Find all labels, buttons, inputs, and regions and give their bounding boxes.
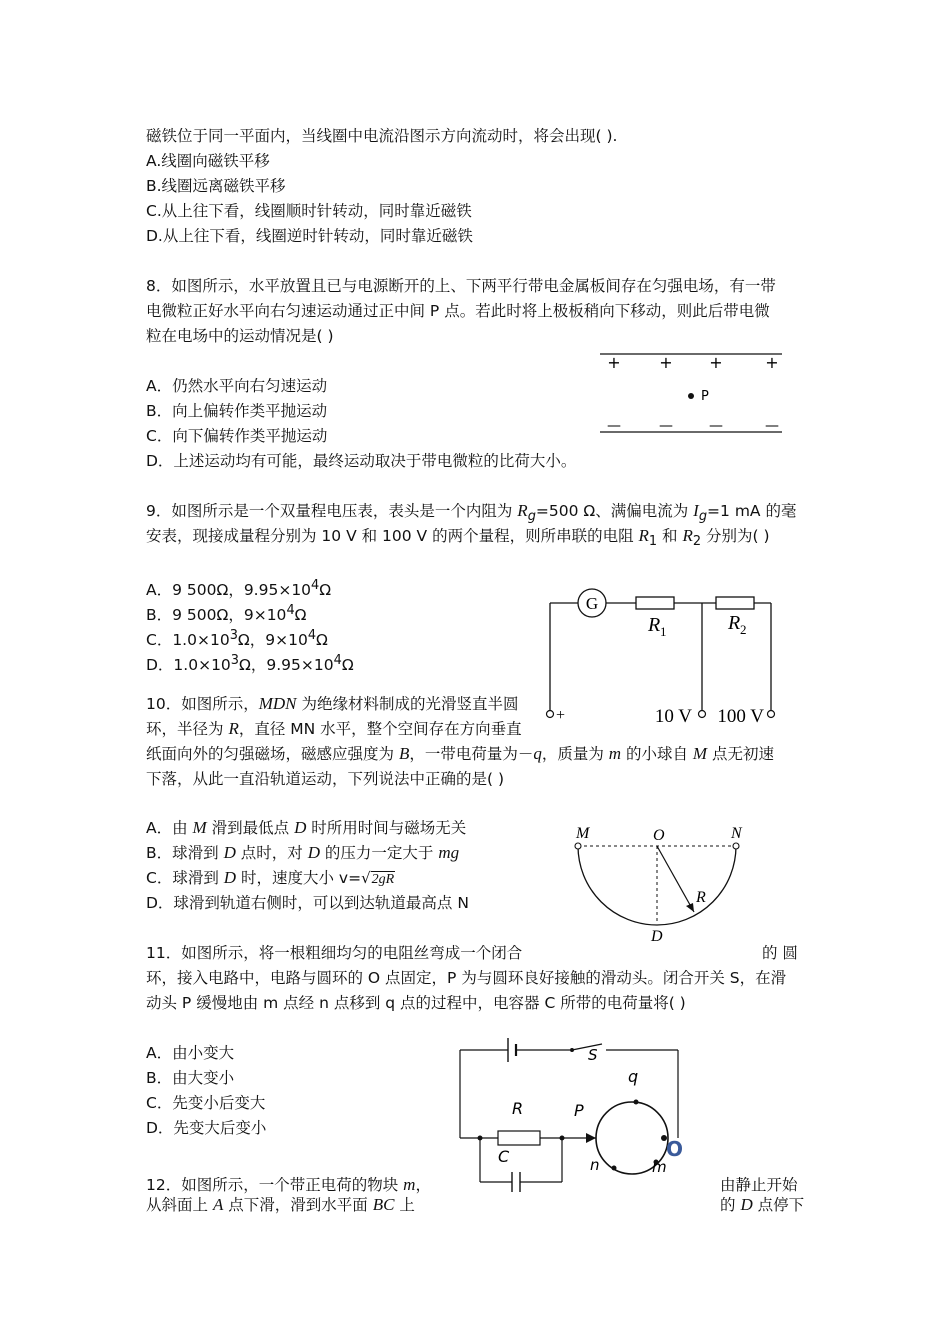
plus-sign: + (709, 353, 723, 372)
svg-text:R: R (648, 614, 661, 636)
svg-text:R: R (728, 612, 741, 634)
minus-sign: — (709, 418, 723, 434)
q7-option-b: B.线圈远离磁铁平移 (146, 177, 286, 195)
resistor-r (498, 1131, 540, 1145)
svg-text:O: O (666, 1137, 684, 1161)
q11-option-a: A．由小变大 (146, 1044, 235, 1062)
q9-option-a: A．9 500Ω，$9.95\times 10^4\Omega$ (146, 578, 332, 600)
minus-sign: — (765, 418, 779, 434)
plus-sign: + (765, 353, 779, 372)
q12-stem-line2b: 的 D 点停下 (720, 1195, 805, 1214)
q12-stem-line2a: 从斜面上 A 点下滑，滑到水平面 BC 上 (146, 1195, 415, 1214)
point-p-label: P (701, 389, 709, 404)
q11-circuit-figure (452, 1032, 692, 1198)
svg-text:M: M (576, 825, 590, 842)
q9-option-c: C．$1.0\times 10^3\Omega$，$9\times 10^4\Omega$ (146, 628, 328, 650)
svg-text:D: D (651, 928, 663, 945)
svg-text:n: n (590, 1156, 600, 1174)
q12-stem-line1a: 12．如图所示，一个带正电荷的物块 m， (146, 1175, 431, 1194)
svg-text:G: G (585, 594, 599, 613)
svg-text:m: m (652, 1158, 667, 1176)
q11-stem-line2: 环，接入电路中，电路与圆环的 O 点固定，P 为与圆环良好接触的滑动头。闭合开关 S，在滑 (146, 969, 787, 987)
point-p-dot (688, 393, 694, 399)
q11-option-d: D．先变大后变小 (146, 1119, 267, 1137)
q12-stem-line1b: 由静止开始 (720, 1176, 798, 1194)
minus-sign: — (607, 418, 621, 434)
q8-option-a: A．仍然水平向右匀速运动 (146, 377, 328, 395)
q11-option-c: C．先变小后变大 (146, 1094, 266, 1112)
q7-option-c: C.从上往下看，线圈顺时针转动，同时靠近磁铁 (146, 202, 472, 220)
svg-text:N: N (731, 825, 742, 842)
q10-stem-line3: 纸面向外的匀强磁场，磁感应强度为 B，一带电荷量为－q，质量为 m 的小球自 M 点无初速 (146, 744, 775, 763)
svg-text:R: R (696, 889, 706, 906)
q7-option-d: D.从上往下看，线圈逆时针转动，同时靠近磁铁 (146, 227, 473, 245)
q8-option-b: B．向上偏转作类平抛运动 (146, 402, 328, 420)
q9-stem-line2: 安表，现接成量程分别为 10 V 和 100 V 的两个量程，则所串联的电阻 $R_1$ 和 $R_2$ 分别为( ) (146, 526, 770, 550)
resistor-r1 (636, 597, 674, 609)
resistor-r2 (716, 597, 754, 609)
q9-stem-line1: 9．如图所示是一个双量程电压表，表头是一个内阻为 $R_g=500$ Ω、满偏电流为 $I_g=1$ mA 的毫 (146, 501, 797, 525)
q10-option-d: D．球滑到轨道右侧时，可以到达轨道最高点 N (146, 894, 469, 912)
q10-stem-line1: 10．如图所示，MDN 为绝缘材料制成的光滑竖直半圆 (146, 694, 519, 713)
q10-option-a: A．由 M 滑到最低点 D 时所用时间与磁场无关 (146, 818, 467, 837)
minus-sign: — (659, 418, 673, 434)
q8-stem-line1: 8．如图所示，水平放置且已与电源断开的上、下两平行带电金属板间存在匀强电场，有一带 (146, 277, 776, 295)
q9-voltmeter-circuit (542, 586, 782, 728)
svg-text:P: P (574, 1101, 584, 1120)
svg-text:C: C (498, 1147, 510, 1166)
plus-sign: + (607, 353, 621, 372)
q9-option-b: B．9 500Ω，$9\times 10^4\Omega$ (146, 603, 307, 625)
svg-text:1: 1 (660, 624, 667, 639)
q10-stem-line4: 下落，从此一直沿轨道运动，下列说法中正确的是( ) (146, 770, 505, 788)
svg-text:100 V: 100 V (717, 706, 764, 727)
q8-option-d: D．上述运动均有可能，最终运动取决于带电微粒的比荷大小。 (146, 452, 577, 470)
svg-text:+: + (556, 707, 566, 724)
q7-option-a: A.线圈向磁铁平移 (146, 152, 270, 170)
svg-text:10 V: 10 V (654, 706, 692, 727)
q9-option-d: D．$1.0\times 10^3\Omega$，$9.95\times 10^4\Omega$ (146, 653, 354, 675)
q10-stem-line2: 环，半径为 R，直径 MN 水平，整个空间存在方向垂直 (146, 719, 522, 738)
q11-stem-line1b: 的 圆 (762, 944, 798, 962)
q10-semicircle-figure (568, 820, 758, 946)
q8-stem-line3: 粒在电场中的运动情况是( ) (146, 327, 334, 345)
plus-sign: + (659, 353, 673, 372)
q11-stem-line1a: 11．如图所示，将一根粗细均匀的电阻丝弯成一个闭合 (146, 944, 523, 962)
svg-text:R: R (512, 1099, 524, 1118)
q11-stem-line3: 动头 P 缓慢地由 m 点经 n 点移到 q 点的过程中，电容器 C 所带的电荷量将( ) (146, 994, 686, 1012)
q8-option-c: C．向下偏转作类平抛运动 (146, 427, 328, 445)
svg-text:S: S (588, 1046, 598, 1064)
q11-option-b: B．由大变小 (146, 1069, 235, 1087)
q8-capacitor-figure (596, 346, 786, 438)
svg-text:q: q (628, 1067, 639, 1086)
svg-text:O: O (653, 827, 665, 844)
q8-stem-line2: 电微粒正好水平向右匀速运动通过正中间 P 点。若此时将上极板稍向下移动，则此后带电微 (146, 302, 770, 320)
q10-option-b: B．球滑到 D 点时，对 D 的压力一定大于 mg (146, 843, 460, 862)
q10-option-c: C．球滑到 D 时，速度大小 v=√2gR (146, 868, 395, 887)
q7-stem: 磁铁位于同一平面内，当线圈中电流沿图示方向流动时，将会出现( ). (146, 127, 618, 145)
svg-text:2: 2 (740, 622, 747, 637)
